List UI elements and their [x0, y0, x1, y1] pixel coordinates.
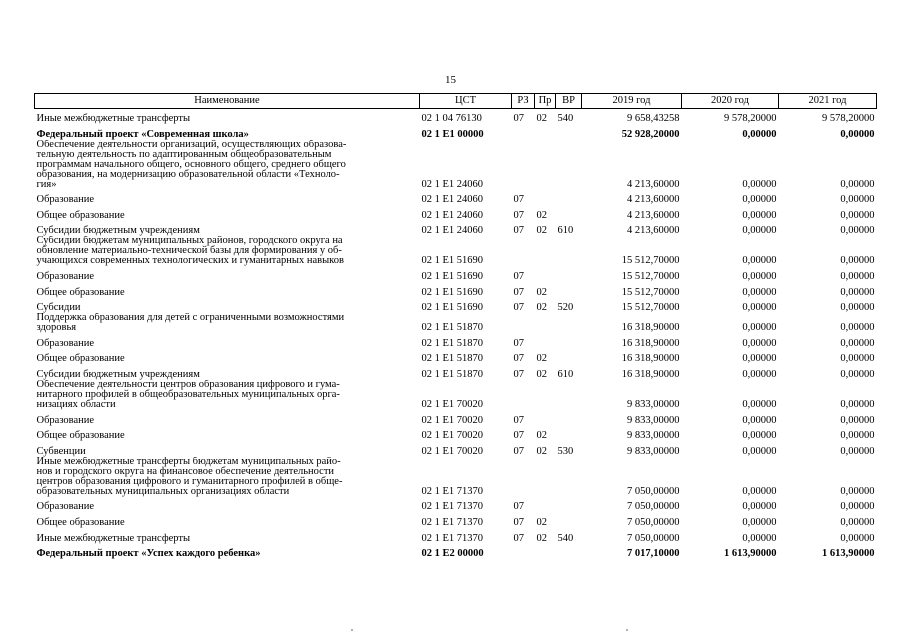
name-line: здоровья [36, 322, 77, 334]
cell-vr: 540 [557, 113, 574, 125]
cell-y2021: 0,00000 [840, 209, 875, 221]
cell-y2020: 0,00000 [742, 532, 777, 544]
cell-y2021: 0,00000 [840, 532, 875, 544]
cell-y2020: 0,00000 [742, 322, 777, 334]
cell-rz: 07 [513, 445, 524, 457]
cell-cst: 02 1 E1 51870 [421, 353, 484, 365]
cell-y2020: 0,00000 [742, 485, 777, 497]
cell-y2019: 16 318,90000 [621, 369, 680, 381]
cell-rz: 07 [513, 194, 524, 206]
name-line: Федеральный проект «Современная школа» [36, 128, 249, 140]
name-line: Образование [36, 414, 95, 426]
cell-y2020: 0,00000 [742, 445, 777, 457]
cell-rz: 07 [513, 225, 524, 237]
cell-rz: 07 [513, 353, 524, 365]
cell-y2020: 0,00000 [742, 286, 777, 298]
cell-rz: 07 [513, 369, 524, 381]
cell-y2020: 0,00000 [742, 302, 777, 314]
cell-y2021: 1 613,90000 [822, 548, 875, 560]
cell-y2021: 0,00000 [840, 194, 875, 206]
header-vr: ВР [556, 94, 582, 109]
cell-y2020: 0,00000 [742, 194, 777, 206]
cell-y2021: 0,00000 [840, 128, 875, 140]
cell-y2020: 0,00000 [742, 353, 777, 365]
cell-pr: 02 [536, 286, 547, 298]
cell-pr: 02 [536, 430, 547, 442]
name-line: Образование [36, 194, 95, 206]
name-line: Общее образование [36, 286, 125, 298]
cell-vr: 610 [557, 369, 574, 381]
cell-rz: 07 [513, 532, 524, 544]
cell-y2021: 9 578,20000 [822, 113, 875, 125]
cell-cst: 02 1 E1 24060 [421, 209, 484, 221]
cell-y2020: 0,00000 [742, 399, 777, 411]
name-line: Иные межбюджетные трансферты [36, 532, 191, 544]
cell-y2019: 52 928,20000 [621, 128, 680, 140]
scan-dot [351, 629, 353, 631]
cell-y2021: 0,00000 [840, 302, 875, 314]
cell-y2020: 0,00000 [742, 271, 777, 283]
name-line: гия» [36, 178, 57, 190]
cell-rz: 07 [513, 430, 524, 442]
cell-rz: 07 [513, 113, 524, 125]
cell-vr: 520 [557, 302, 574, 314]
cell-y2020: 0,00000 [742, 255, 777, 267]
cell-y2021: 0,00000 [840, 255, 875, 267]
cell-y2021: 0,00000 [840, 369, 875, 381]
name-line: образовательных муниципальных организациях области [36, 485, 290, 497]
name-line: Образование [36, 271, 95, 283]
name-line: Иные межбюджетные трансферты [36, 113, 191, 125]
cell-cst: 02 1 E1 51690 [421, 255, 484, 267]
cell-y2019: 9 833,00000 [627, 430, 680, 442]
name-line: учающихся современных технологических и гуманитарных навыков [36, 255, 344, 267]
cell-y2020: 0,00000 [742, 517, 777, 528]
cell-cst: 02 1 E1 24060 [421, 178, 484, 190]
cell-pr: 02 [536, 532, 547, 544]
cell-y2019: 9 833,00000 [627, 414, 680, 426]
cell-y2019: 15 512,70000 [621, 286, 680, 298]
name-line: Поддержка образования для детей с ограниченными возможностями [36, 313, 345, 324]
cell-y2021: 0,00000 [840, 322, 875, 334]
name-line: центров образования цифрового и гуманитарного профилей в обще- [36, 475, 343, 487]
cell-pr: 02 [536, 225, 547, 237]
cell-rz: 07 [513, 302, 524, 314]
header-2021: 2021 год [779, 94, 877, 109]
cell-y2020: 0,00000 [742, 128, 777, 140]
name-line: Субсидии [36, 302, 81, 314]
cell-y2021: 0,00000 [840, 414, 875, 426]
cell-y2020: 0,00000 [742, 337, 777, 349]
cell-y2019: 4 213,60000 [627, 209, 680, 221]
cell-rz: 07 [513, 414, 524, 426]
cell-cst: 02 1 E1 00000 [421, 128, 484, 140]
cell-cst: 02 1 E1 71370 [421, 532, 484, 544]
cell-cst: 02 1 E1 71370 [421, 501, 484, 513]
cell-y2019: 15 512,70000 [621, 271, 680, 283]
cell-y2021: 0,00000 [840, 353, 875, 365]
name-line: Образование [36, 501, 95, 513]
cell-y2019: 15 512,70000 [621, 302, 680, 314]
cell-vr: 530 [557, 445, 574, 457]
name-line: Общее образование [36, 353, 125, 365]
cell-y2021: 0,00000 [840, 337, 875, 349]
cell-y2021: 0,00000 [840, 399, 875, 411]
header-name: Наименование [35, 94, 420, 109]
cell-rz: 07 [513, 337, 524, 349]
cell-y2021: 0,00000 [840, 501, 875, 513]
cell-rz: 07 [513, 286, 524, 298]
name-line: нитарного профилей в общеобразовательных муниципальных орга- [36, 389, 340, 401]
name-line: Общее образование [36, 430, 125, 442]
cell-pr: 02 [536, 113, 547, 125]
name-line: Образование [36, 337, 95, 349]
name-line: Субсидии бюджетам муниципальных районов, городского округа на [36, 236, 343, 247]
name-line: нов и городского округа на финансовое обеспечение деятельности [36, 465, 335, 477]
name-line: Обеспечение деятельности организаций, осуществляющих образова- [36, 139, 347, 150]
cell-pr: 02 [536, 209, 547, 221]
cell-cst: 02 1 E1 51690 [421, 302, 484, 314]
cell-y2020: 9 578,20000 [724, 113, 777, 125]
cell-pr: 02 [536, 353, 547, 365]
cell-cst: 02 1 E1 70020 [421, 445, 484, 457]
cell-cst: 02 1 E1 51690 [421, 286, 484, 298]
cell-cst: 02 1 E1 70020 [421, 399, 484, 411]
header-rz: РЗ [512, 94, 535, 109]
cell-y2020: 0,00000 [742, 430, 777, 442]
cell-pr: 02 [536, 445, 547, 457]
scan-dot [626, 629, 628, 631]
cell-rz: 07 [513, 517, 524, 528]
name-line: программам начального общего, основного общего, среднего общего [36, 158, 346, 170]
cell-y2019: 7 050,00000 [627, 517, 680, 528]
header-cst: ЦСТ [420, 94, 512, 109]
name-line: Обеспечение деятельности центров образования цифрового и гума- [36, 380, 340, 391]
cell-y2020: 0,00000 [742, 414, 777, 426]
cell-cst: 02 1 E1 71370 [421, 517, 484, 528]
cell-y2019: 4 213,60000 [627, 178, 680, 190]
cell-rz: 07 [513, 271, 524, 283]
cell-y2019: 16 318,90000 [621, 322, 680, 334]
cell-y2019: 16 318,90000 [621, 337, 680, 349]
cell-cst: 02 1 E2 00000 [421, 548, 484, 560]
cell-cst: 02 1 E1 24060 [421, 225, 484, 237]
cell-y2020: 0,00000 [742, 225, 777, 237]
cell-rz: 07 [513, 501, 524, 513]
name-line: Субсидии бюджетным учреждениям [36, 369, 200, 381]
name-line: Иные межбюджетные трансферты бюджетам муниципальных райо- [36, 456, 341, 467]
cell-cst: 02 1 E1 70020 [421, 414, 484, 426]
page-number: 15 [445, 74, 456, 86]
cell-cst: 02 1 E1 51870 [421, 369, 484, 381]
name-line: Общее образование [36, 517, 125, 528]
cell-y2019: 4 213,60000 [627, 194, 680, 206]
cell-y2021: 0,00000 [840, 178, 875, 190]
cell-y2021: 0,00000 [840, 225, 875, 237]
cell-y2021: 0,00000 [840, 271, 875, 283]
cell-vr: 610 [557, 225, 574, 237]
cell-y2019: 7 050,00000 [627, 532, 680, 544]
name-line: тельную деятельность по адаптированным общеобразовательным [36, 148, 332, 160]
cell-y2019: 16 318,90000 [621, 353, 680, 365]
cell-y2020: 0,00000 [742, 209, 777, 221]
cell-y2021: 0,00000 [840, 517, 875, 528]
cell-rz: 07 [513, 209, 524, 221]
name-line: обновление материально-технической базы для формирования у об- [36, 245, 342, 257]
cell-y2019: 9 658,43258 [627, 113, 680, 125]
cell-y2020: 0,00000 [742, 178, 777, 190]
cell-cst: 02 1 E1 51870 [421, 322, 484, 334]
name-line: Федеральный проект «Успех каждого ребенка» [36, 548, 261, 560]
cell-y2019: 7 050,00000 [627, 485, 680, 497]
header-2019: 2019 год [582, 94, 682, 109]
cell-y2021: 0,00000 [840, 485, 875, 497]
cell-cst: 02 1 E1 51870 [421, 337, 484, 349]
cell-y2019: 7 050,00000 [627, 501, 680, 513]
cell-y2020: 1 613,90000 [724, 548, 777, 560]
cell-y2019: 9 833,00000 [627, 399, 680, 411]
header-2020: 2020 год [682, 94, 779, 109]
cell-pr: 02 [536, 369, 547, 381]
cell-cst: 02 1 04 76130 [421, 113, 482, 125]
cell-y2021: 0,00000 [840, 445, 875, 457]
cell-y2020: 0,00000 [742, 501, 777, 513]
cell-y2019: 4 213,60000 [627, 225, 680, 237]
cell-cst: 02 1 E1 51690 [421, 271, 484, 283]
cell-cst: 02 1 E1 70020 [421, 430, 484, 442]
cell-y2021: 0,00000 [840, 430, 875, 442]
name-line: Субсидии бюджетным учреждениям [36, 225, 200, 237]
cell-cst: 02 1 E1 71370 [421, 485, 484, 497]
name-line: низациях области [36, 399, 116, 411]
cell-y2020: 0,00000 [742, 369, 777, 381]
cell-cst: 02 1 E1 24060 [421, 194, 484, 206]
cell-y2019: 9 833,00000 [627, 445, 680, 457]
header-pr: Пр [535, 94, 556, 109]
name-line: Субвенции [36, 445, 86, 457]
name-line: образования, на модернизацию образовательной области «Техноло- [36, 168, 340, 180]
name-line: Общее образование [36, 209, 125, 221]
cell-y2019: 15 512,70000 [621, 255, 680, 267]
cell-pr: 02 [536, 302, 547, 314]
cell-y2019: 7 017,10000 [627, 548, 680, 560]
cell-y2021: 0,00000 [840, 286, 875, 298]
cell-pr: 02 [536, 517, 547, 528]
cell-vr: 540 [557, 532, 574, 544]
